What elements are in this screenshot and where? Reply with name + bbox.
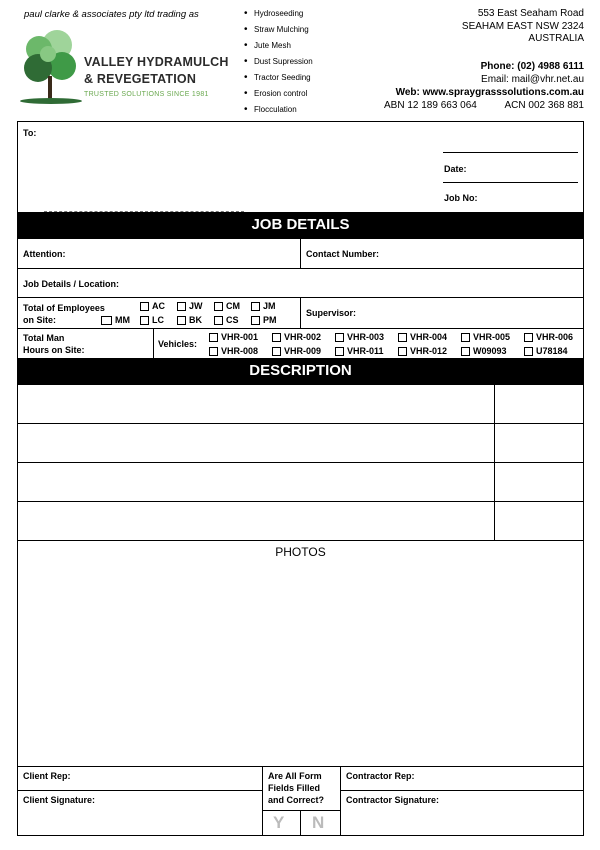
vehicle-checkbox[interactable]: [524, 347, 533, 356]
to-field[interactable]: [22, 140, 432, 206]
row-line: [17, 328, 584, 329]
company-name-line2: & REVEGETATION: [84, 72, 197, 86]
employee-checkbox-row: [101, 315, 277, 325]
employee-checkbox[interactable]: [177, 316, 186, 325]
employee-label: LC: [152, 315, 164, 325]
service-item: • Straw Mulching: [244, 22, 313, 38]
date-top-line: [443, 152, 578, 153]
manhours-label-line1: Total Man: [23, 333, 65, 343]
row-line: [17, 462, 584, 463]
service-item: • Tractor Seeding: [244, 70, 313, 86]
company-name-line1: VALLEY HYDRAMULCH: [84, 55, 229, 69]
manhours-label-line2: Hours on Site:: [23, 345, 85, 355]
jobno-label: Job No:: [444, 193, 478, 203]
vehicle-label: VHR-009: [284, 346, 322, 356]
vehicle-checkbox-row: [209, 346, 568, 356]
job-details-header: [17, 212, 584, 239]
service-item: • Erosion control: [244, 86, 313, 102]
address-line3: AUSTRALIA: [528, 33, 584, 44]
service-item: • Jute Mesh: [244, 38, 313, 54]
vehicle-checkbox[interactable]: [335, 333, 344, 342]
vehicle-label: VHR-011: [347, 346, 384, 356]
web-text: Web: www.spraygrasssolutions.com.au: [395, 87, 584, 98]
attention-field[interactable]: [100, 242, 295, 266]
employees-label-line2: on Site:: [23, 315, 56, 325]
row-line: [262, 810, 340, 811]
vehicle-label: VHR-012: [410, 346, 448, 356]
vehicle-label: VHR-005: [473, 332, 511, 342]
vehicle-label: VHR-001: [221, 332, 259, 342]
vehicle-checkbox-row: [209, 332, 573, 342]
vehicle-label: VHR-004: [410, 332, 448, 342]
location-label: Job Details / Location:: [23, 279, 120, 289]
vehicle-label: VHR-008: [221, 346, 259, 356]
tree-logo-icon: [20, 28, 82, 108]
abn-text: ABN 12 189 663 064: [384, 100, 477, 111]
contact-number-label: Contact Number:: [306, 249, 380, 259]
contractor-rep-label: Contractor Rep:: [346, 771, 415, 781]
vehicle-checkbox[interactable]: [335, 347, 344, 356]
phone-text: Phone: (02) 4988 6111: [480, 61, 584, 72]
date-label: Date:: [444, 164, 467, 174]
vehicles-label: Vehicles:: [158, 339, 198, 349]
vehicle-checkbox[interactable]: [398, 347, 407, 356]
client-signature-field[interactable]: [20, 806, 258, 834]
acn-text: ACN 002 368 881: [504, 100, 584, 111]
services-list: [244, 6, 313, 118]
employee-checkbox[interactable]: [177, 302, 186, 311]
check-question-line1: Are All Form: [268, 771, 322, 781]
supervisor-label: Supervisor:: [306, 308, 357, 318]
col-line: [300, 239, 301, 268]
row-line: [17, 790, 262, 791]
employee-checkbox[interactable]: [214, 302, 223, 311]
employee-label: AC: [152, 301, 165, 311]
row-line: [17, 268, 584, 269]
location-field[interactable]: [140, 272, 580, 294]
vehicle-label: VHR-006: [536, 332, 574, 342]
contact-number-field[interactable]: [395, 242, 580, 266]
employee-label: CS: [226, 315, 239, 325]
company-tagline: TRUSTED SOLUTIONS SINCE 1981: [84, 91, 209, 98]
row-line: [17, 540, 584, 541]
contractor-signature-field[interactable]: [344, 806, 580, 834]
vehicle-checkbox[interactable]: [461, 333, 470, 342]
vehicle-label: VHR-003: [347, 332, 385, 342]
col-line: [262, 766, 263, 836]
vehicle-checkbox[interactable]: [461, 347, 470, 356]
vehicle-checkbox[interactable]: [398, 333, 407, 342]
vehicle-checkbox[interactable]: [272, 333, 281, 342]
employee-label: PM: [263, 315, 277, 325]
col-line: [153, 328, 154, 358]
employee-checkbox[interactable]: [251, 302, 260, 311]
client-signature-label: Client Signature:: [23, 795, 96, 805]
photos-area[interactable]: [20, 565, 580, 760]
check-question-line2: Fields Filled: [268, 783, 321, 793]
description-title: DESCRIPTION: [249, 362, 352, 379]
attention-label: Attention:: [23, 249, 66, 259]
vehicle-label: VHR-002: [284, 332, 322, 342]
contractor-signature-label: Contractor Signature:: [346, 795, 440, 805]
employee-label: MM: [115, 315, 130, 325]
description-header: [17, 358, 584, 385]
job-details-title: JOB DETAILS: [251, 216, 350, 233]
employee-checkbox[interactable]: [101, 316, 112, 325]
employee-checkbox[interactable]: [140, 302, 149, 311]
vehicle-checkbox[interactable]: [209, 333, 218, 342]
row-line: [17, 423, 584, 424]
service-item: • Hydroseeding: [244, 6, 313, 22]
vehicle-label: U78184: [536, 346, 568, 356]
row-line: [17, 501, 584, 502]
supervisor-field[interactable]: [370, 301, 580, 325]
trading-as-text: paul clarke & associates pty ltd trading as: [24, 9, 199, 20]
vehicle-checkbox[interactable]: [524, 333, 533, 342]
service-item: • Flocculation: [244, 102, 313, 118]
employees-label-line1: Total of Employees: [23, 303, 105, 313]
employee-checkbox[interactable]: [251, 316, 260, 325]
employee-checkbox-row: [140, 301, 276, 311]
employee-label: BK: [189, 315, 202, 325]
check-question-line3: and Correct?: [268, 795, 325, 805]
vehicle-checkbox[interactable]: [209, 347, 218, 356]
vehicle-checkbox[interactable]: [272, 347, 281, 356]
vehicle-label: W09093: [473, 346, 507, 356]
yes-option[interactable]: Y: [273, 813, 285, 832]
employee-label: JM: [263, 301, 276, 311]
date-line: [443, 182, 578, 183]
row-line: [17, 766, 584, 767]
photos-label: PHOTOS: [275, 545, 326, 559]
col-line: [300, 297, 301, 328]
email-text: Email: mail@vhr.net.au: [481, 74, 584, 85]
employee-checkbox[interactable]: [214, 316, 223, 325]
row-line: [340, 790, 584, 791]
no-option[interactable]: N: [312, 813, 325, 832]
employee-label: JW: [189, 301, 203, 311]
address-line2: SEAHAM EAST NSW 2324: [461, 21, 584, 32]
description-row-field[interactable]: [20, 427, 490, 459]
col-line: [340, 766, 341, 836]
service-item: • Dust Supression: [244, 54, 313, 70]
to-label: To:: [23, 128, 37, 138]
client-rep-label: Client Rep:: [23, 771, 71, 781]
employee-checkbox[interactable]: [140, 316, 149, 325]
col-line: [300, 810, 301, 836]
employee-label: CM: [226, 301, 240, 311]
address-line1: 553 East Seaham Road: [477, 8, 584, 19]
description-row-field[interactable]: [20, 505, 490, 537]
description-row-field[interactable]: [20, 388, 490, 420]
description-row-field[interactable]: [20, 466, 490, 498]
